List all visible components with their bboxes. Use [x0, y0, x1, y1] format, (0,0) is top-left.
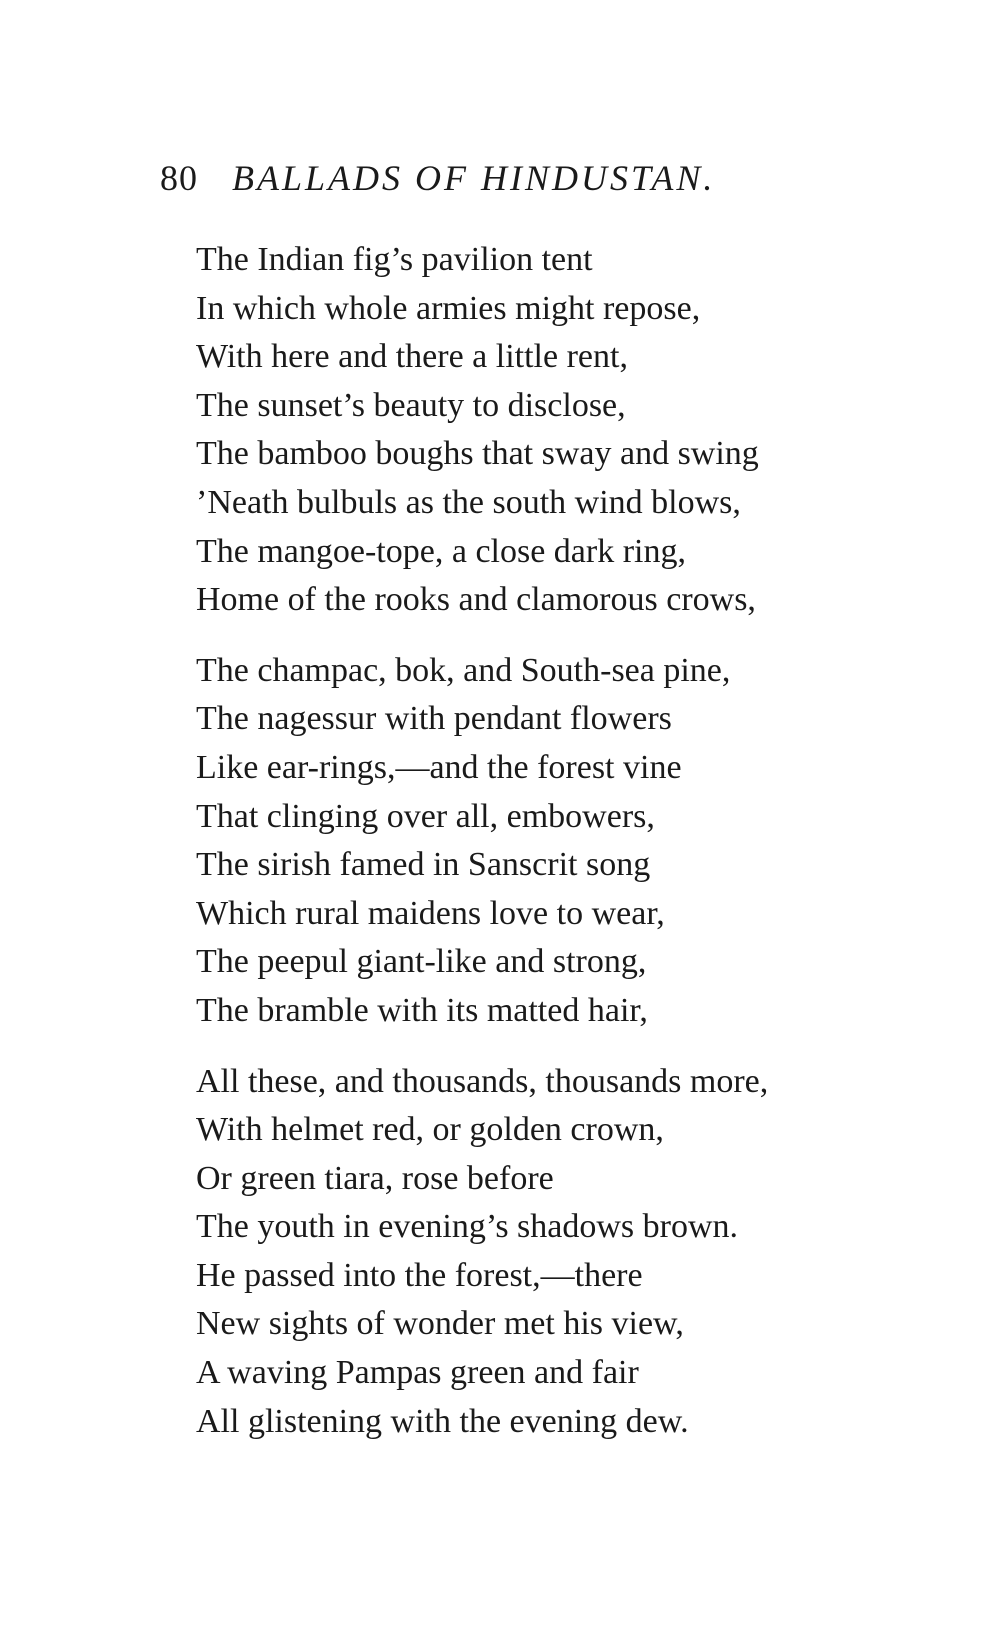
verse-line: The mangoe-tope, a close dark ring,	[196, 532, 686, 570]
verse-line: The nagessur with pendant flowers	[196, 700, 672, 738]
verse-line: The youth in evening’s shadows brown.	[196, 1208, 739, 1246]
verse-line: New sights of wonder met his view,	[196, 1305, 684, 1343]
verse-line: The peepul giant-like and strong,	[196, 943, 647, 981]
verse-line: With here and there a little rent,	[196, 338, 628, 376]
stanza-1	[196, 236, 956, 625]
verse-line: Home of the rooks and clamorous crows,	[196, 581, 756, 619]
running-title: BALLADS OF HINDUSTAN.	[232, 158, 716, 198]
running-head	[160, 158, 715, 198]
verse-line: Which rural maidens love to wear,	[196, 894, 665, 932]
verse-line: A waving Pampas green and fair	[196, 1354, 639, 1392]
page-number: 80	[160, 158, 198, 198]
verse-line: Or green tiara, rose before	[196, 1159, 554, 1197]
verse-line: The bamboo boughs that sway and swing	[196, 435, 759, 473]
stanza-3	[196, 1058, 956, 1447]
verse-line: That clinging over all, embowers,	[196, 797, 655, 835]
verse-line: The bramble with its matted hair,	[196, 991, 648, 1029]
verse-line: ’Neath bulbuls as the south wind blows,	[196, 483, 741, 521]
verse-line: He passed into the forest,—there	[196, 1256, 643, 1294]
verse-line: All glistening with the evening dew.	[196, 1402, 689, 1440]
verse-line: In which whole armies might repose,	[196, 289, 701, 327]
verse-line: The sunset’s beauty to disclose,	[196, 386, 626, 424]
verse-line: Like ear-rings,—and the forest vine	[196, 748, 682, 786]
verse-line: With helmet red, or golden crown,	[196, 1111, 664, 1149]
verse-line: The Indian fig’s pavilion tent	[196, 241, 593, 278]
verse-line: All these, and thousands, thousands more,	[196, 1062, 769, 1100]
stanza-2	[196, 647, 956, 1036]
verse-line: The sirish famed in Sanscrit song	[196, 846, 651, 884]
poem	[196, 236, 956, 1446]
verse-line: The champac, bok, and South-sea pine,	[196, 651, 731, 689]
